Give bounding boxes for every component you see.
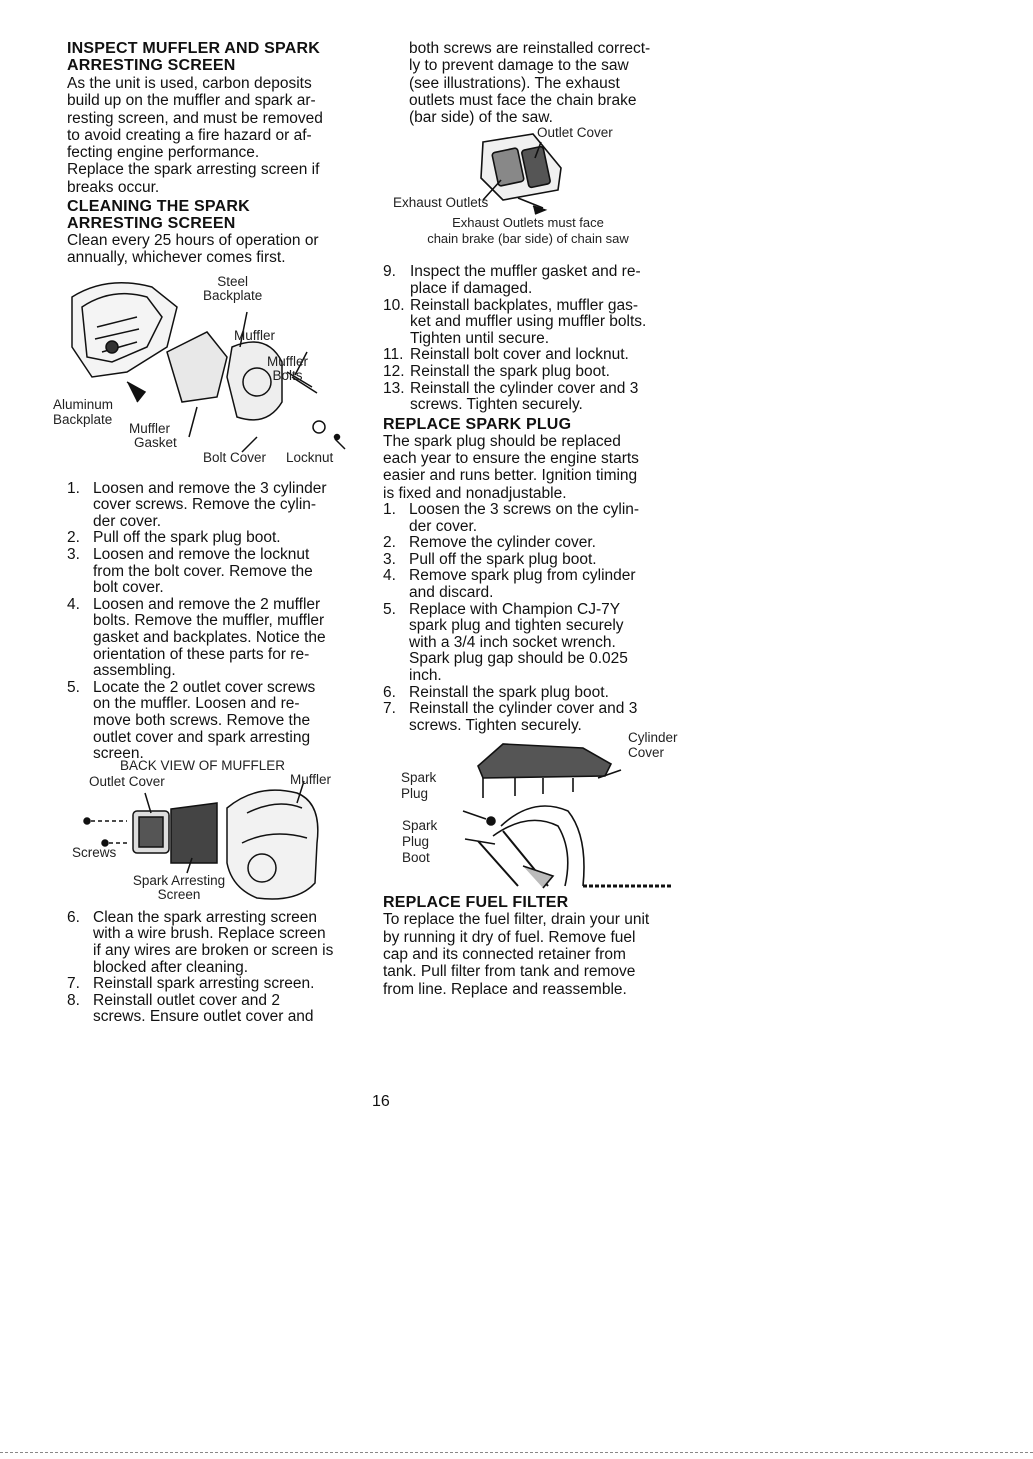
label-locknut: Locknut	[286, 449, 334, 465]
heading-replace-spark-plug: REPLACE SPARK PLUG	[383, 415, 572, 433]
outlet-cover-figure	[383, 125, 683, 268]
steps-1-to-5	[67, 481, 362, 763]
label-steel-backplate: Steel Backplate	[203, 273, 263, 303]
step-5: 5. Locate the 2 outlet cover screws on the muffler. Loosen and re- move both screws. Remove the outlet cover and spark arresting screen.	[67, 678, 316, 763]
step-11: 11. Reinstall bolt cover and locknut.	[383, 346, 629, 364]
plug-step-1: 1. Loosen the 3 screws on the cylin- der cover.	[383, 501, 640, 535]
label-outlet-cover-top: Outlet Cover	[537, 125, 613, 141]
label-muffler: Muffler	[234, 327, 276, 343]
plug-step-5: 5. Replace with Champion CJ-7Y spark plug and tighten securely with a 3/4 inch socket wrench. Spark plug gap should be 0.025 inch.	[383, 600, 628, 684]
plug-step-3: 3. Pull off the spark plug boot.	[383, 550, 597, 568]
label-cylinder-cover: Cylinder Cover	[628, 730, 678, 761]
step-7: 7. Reinstall spark arresting screen.	[67, 975, 315, 993]
label-back-view-title: BACK VIEW OF MUFFLER	[119, 757, 285, 773]
step-12: 12. Reinstall the spark plug boot.	[383, 363, 610, 381]
spark-plug-steps	[383, 502, 683, 734]
label-muffler-bolts: Muffler Bolts	[267, 353, 309, 383]
label-aluminum-backplate: Aluminum Backplate	[53, 396, 114, 427]
steps-9-to-13	[383, 264, 683, 413]
label-spark-plug-boot: Spark Plug Boot	[402, 818, 438, 866]
heading-replace-fuel-filter: REPLACE FUEL FILTER	[383, 894, 569, 912]
back-view-muffler-figure	[67, 757, 362, 913]
step-10: 10. Reinstall backplates, muffler gas- ket and muffler using muffler bolts. Tighten until secure.	[383, 296, 647, 347]
page-number: 16	[372, 1093, 390, 1110]
step-1: 1. Loosen and remove the 3 cylinder cover screws. Remove the cylin- der cover.	[67, 479, 327, 530]
label-spark-plug: Spark Plug	[401, 770, 437, 802]
page-bottom-edge	[0, 1452, 1033, 1453]
heading-cleaning-screen: CLEANING THE SPARK ARRESTING SCREEN	[67, 198, 250, 233]
label-muffler-back: Muffler	[290, 771, 332, 787]
cleaning-interval-text: Clean every 25 hours of operation or annually, whichever comes first.	[67, 232, 319, 267]
step-3: 3. Loosen and remove the locknut from the bolt cover. Remove the bolt cover.	[67, 546, 313, 597]
label-spark-arresting-screen: Spark Arresting Screen	[132, 872, 226, 902]
step-13: 13. Reinstall the cylinder cover and 3 screws. Tighten securely.	[383, 379, 639, 414]
spark-plug-illustration	[383, 736, 683, 896]
step-8: 8. Reinstall outlet cover and 2 screws. Ensure outlet cover and	[67, 991, 314, 1026]
step-6: 6. Clean the spark arresting screen with a wire brush. Replace screen if any wires are broken or screen is blocked after cleaning.	[67, 908, 334, 976]
label-muffler-gasket: Muffler Gasket	[129, 420, 177, 450]
exhaust-outlets-caption: Exhaust Outlets must face chain brake (bar side) of chain saw	[427, 215, 629, 247]
plug-step-4: 4. Remove spark plug from cylinder and discard.	[383, 567, 636, 601]
step-9: 9. Inspect the muffler gasket and re- place if damaged.	[383, 263, 641, 298]
label-outlet-cover: Outlet Cover	[89, 773, 165, 789]
heading-inspect-muffler: INSPECT MUFFLER AND SPARK ARRESTING SCREEN	[67, 40, 320, 74]
left-column	[53, 40, 362, 1026]
right-column	[383, 40, 683, 998]
step-2: 2. Pull off the spark plug boot.	[67, 529, 281, 547]
plug-step-7: 7. Reinstall the cylinder cover and 3 screws. Tighten securely.	[383, 700, 638, 734]
muffler-assembly-figure	[53, 273, 362, 477]
label-bolt-cover: Bolt Cover	[203, 449, 267, 465]
label-exhaust-outlets: Exhaust Outlets	[393, 195, 489, 211]
steps-6-to-8	[67, 910, 362, 1026]
spark-plug-figure	[383, 730, 683, 896]
step-4: 4. Loosen and remove the 2 muffler bolts. Remove the muffler, muffler gasket and backplates. Notice the orientation of these parts for re- assembling.	[67, 595, 326, 680]
plug-step-2: 2. Remove the cylinder cover.	[383, 534, 596, 552]
fuel-filter-paragraph: To replace the fuel filter, drain your unit by running it dry of fuel. Remove fuel cap and its connected retainer from tank. Pull filter from tank and remove from line. Replace and reassemble.	[383, 911, 650, 998]
inspect-intro-paragraph: As the unit is used, carbon deposits build up on the muffler and spark ar- resting screen, and must be removed to avoid creating a fire hazard or af- fecting engine performance. Replace the spark arresting screen if breaks occur.	[67, 75, 323, 196]
label-screws: Screws	[72, 844, 117, 860]
continued-paragraph: both screws are reinstalled correct- ly to prevent damage to the saw (see illustrations). The exhaust outlets must face the chain brake (bar side) of the saw.	[409, 40, 651, 127]
muffler-assembly-illustration	[67, 273, 362, 477]
spark-plug-intro: The spark plug should be replaced each year to ensure the engine starts easier and runs better. Ignition timing is fixed and nonadjustable.	[383, 432, 639, 502]
plug-step-6: 6. Reinstall the spark plug boot.	[383, 683, 609, 701]
